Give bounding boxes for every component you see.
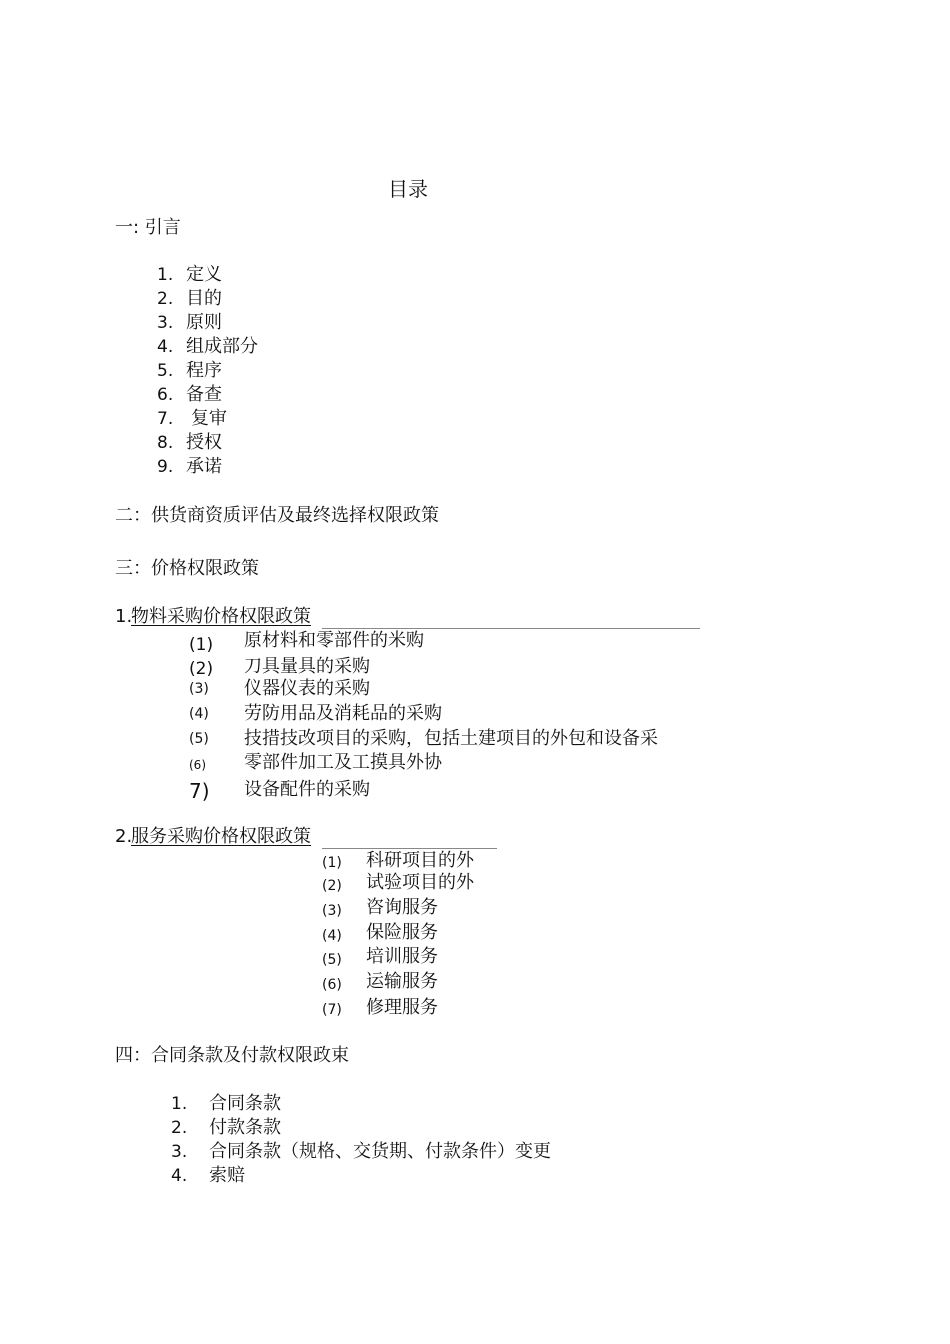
list-item-label: 零部件加工及工摸具外协 — [244, 752, 442, 773]
list-item-number: (3) — [189, 681, 209, 697]
list-item-number: (5) — [189, 731, 209, 747]
toc-item-label: 付款条款 — [209, 1117, 281, 1138]
list-item-number: (1) — [189, 635, 214, 655]
toc-item-number: 9. — [157, 457, 174, 477]
list-item-number: (6) — [189, 758, 206, 772]
list-item-label: 原材料和零部件的米购 — [244, 630, 424, 651]
list-item-number: 7) — [189, 779, 210, 803]
toc-item-label: 目的 — [186, 288, 222, 309]
list-item-label: 培训服务 — [366, 946, 438, 967]
list-item-number: (7) — [322, 1002, 342, 1018]
list-item-label: 咨询服务 — [366, 897, 438, 918]
list-item-number: (1) — [322, 855, 342, 871]
subsection-number: 2. — [115, 826, 133, 847]
toc-item-number: 7. — [157, 409, 174, 429]
underline-rule — [322, 628, 700, 629]
list-item-number: (2) — [189, 659, 214, 679]
list-item-number: (6) — [322, 977, 342, 993]
list-item-label: 设备配件的采购 — [244, 779, 370, 800]
toc-item-label: 原则 — [186, 312, 222, 333]
list-item-number: (4) — [189, 706, 209, 722]
toc-item-label: 程序 — [186, 360, 222, 381]
toc-item-number: 3. — [171, 1142, 188, 1162]
toc-item-label: 组成部分 — [186, 336, 258, 357]
subsection-heading-material: 物料采购价格权限政策 — [131, 606, 311, 627]
toc-item-label: 承诺 — [186, 456, 222, 477]
toc-item-label: 合同条款 — [209, 1093, 281, 1114]
list-item-label: 技措技改项目的采购，包括土建项目的外包和设备采 — [244, 728, 658, 749]
section-heading-contract: 四：合同条款及付款权限政束 — [115, 1045, 349, 1066]
subsection-number: 1. — [115, 606, 133, 627]
list-item-label: 修理服务 — [366, 997, 438, 1018]
list-item-label: 刀具量具的采购 — [244, 656, 370, 677]
toc-item-label: 定义 — [186, 264, 222, 285]
list-item-label: 试验项目的外 — [366, 872, 474, 893]
toc-item-label: 备查 — [186, 384, 222, 405]
list-item-label: 科研项目的外 — [366, 850, 474, 871]
underline-rule — [322, 848, 497, 849]
toc-item-number: 4. — [171, 1166, 188, 1186]
toc-item-number: 1. — [171, 1094, 188, 1114]
toc-item-number: 1. — [157, 265, 174, 285]
toc-item-number: 2. — [171, 1118, 188, 1138]
toc-item-number: 5. — [157, 361, 174, 381]
list-item-label: 劳防用品及消耗品的采购 — [244, 703, 442, 724]
list-item-label: 保险服务 — [366, 922, 438, 943]
list-item-number: (5) — [322, 952, 342, 968]
list-item-number: (3) — [322, 903, 342, 919]
toc-item-number: 2. — [157, 289, 174, 309]
list-item-label: 运输服务 — [366, 971, 438, 992]
toc-item-label: 授权 — [186, 432, 222, 453]
toc-item-number: 8. — [157, 433, 174, 453]
section-heading-intro: 一: 引言 — [115, 217, 181, 238]
subsection-heading-service: 服务采购价格权限政策 — [131, 826, 311, 847]
list-item-label: 仪器仪表的采购 — [244, 678, 370, 699]
toc-item-number: 4. — [157, 337, 174, 357]
section-heading-price: 三：价格权限政策 — [115, 558, 259, 579]
toc-item-number: 6. — [157, 385, 174, 405]
toc-item-label: 复审 — [191, 408, 227, 429]
list-item-number: (4) — [322, 928, 342, 944]
page-title: 目录 — [388, 177, 428, 201]
toc-item-label: 索赔 — [209, 1165, 245, 1186]
toc-item-number: 3. — [157, 313, 174, 333]
list-item-number: (2) — [322, 878, 342, 894]
toc-item-label: 合同条款（规格、交货期、付款条件）变更 — [209, 1141, 551, 1162]
section-heading-supplier: 二：供货商资质评估及最终选择权限政策 — [115, 505, 439, 526]
